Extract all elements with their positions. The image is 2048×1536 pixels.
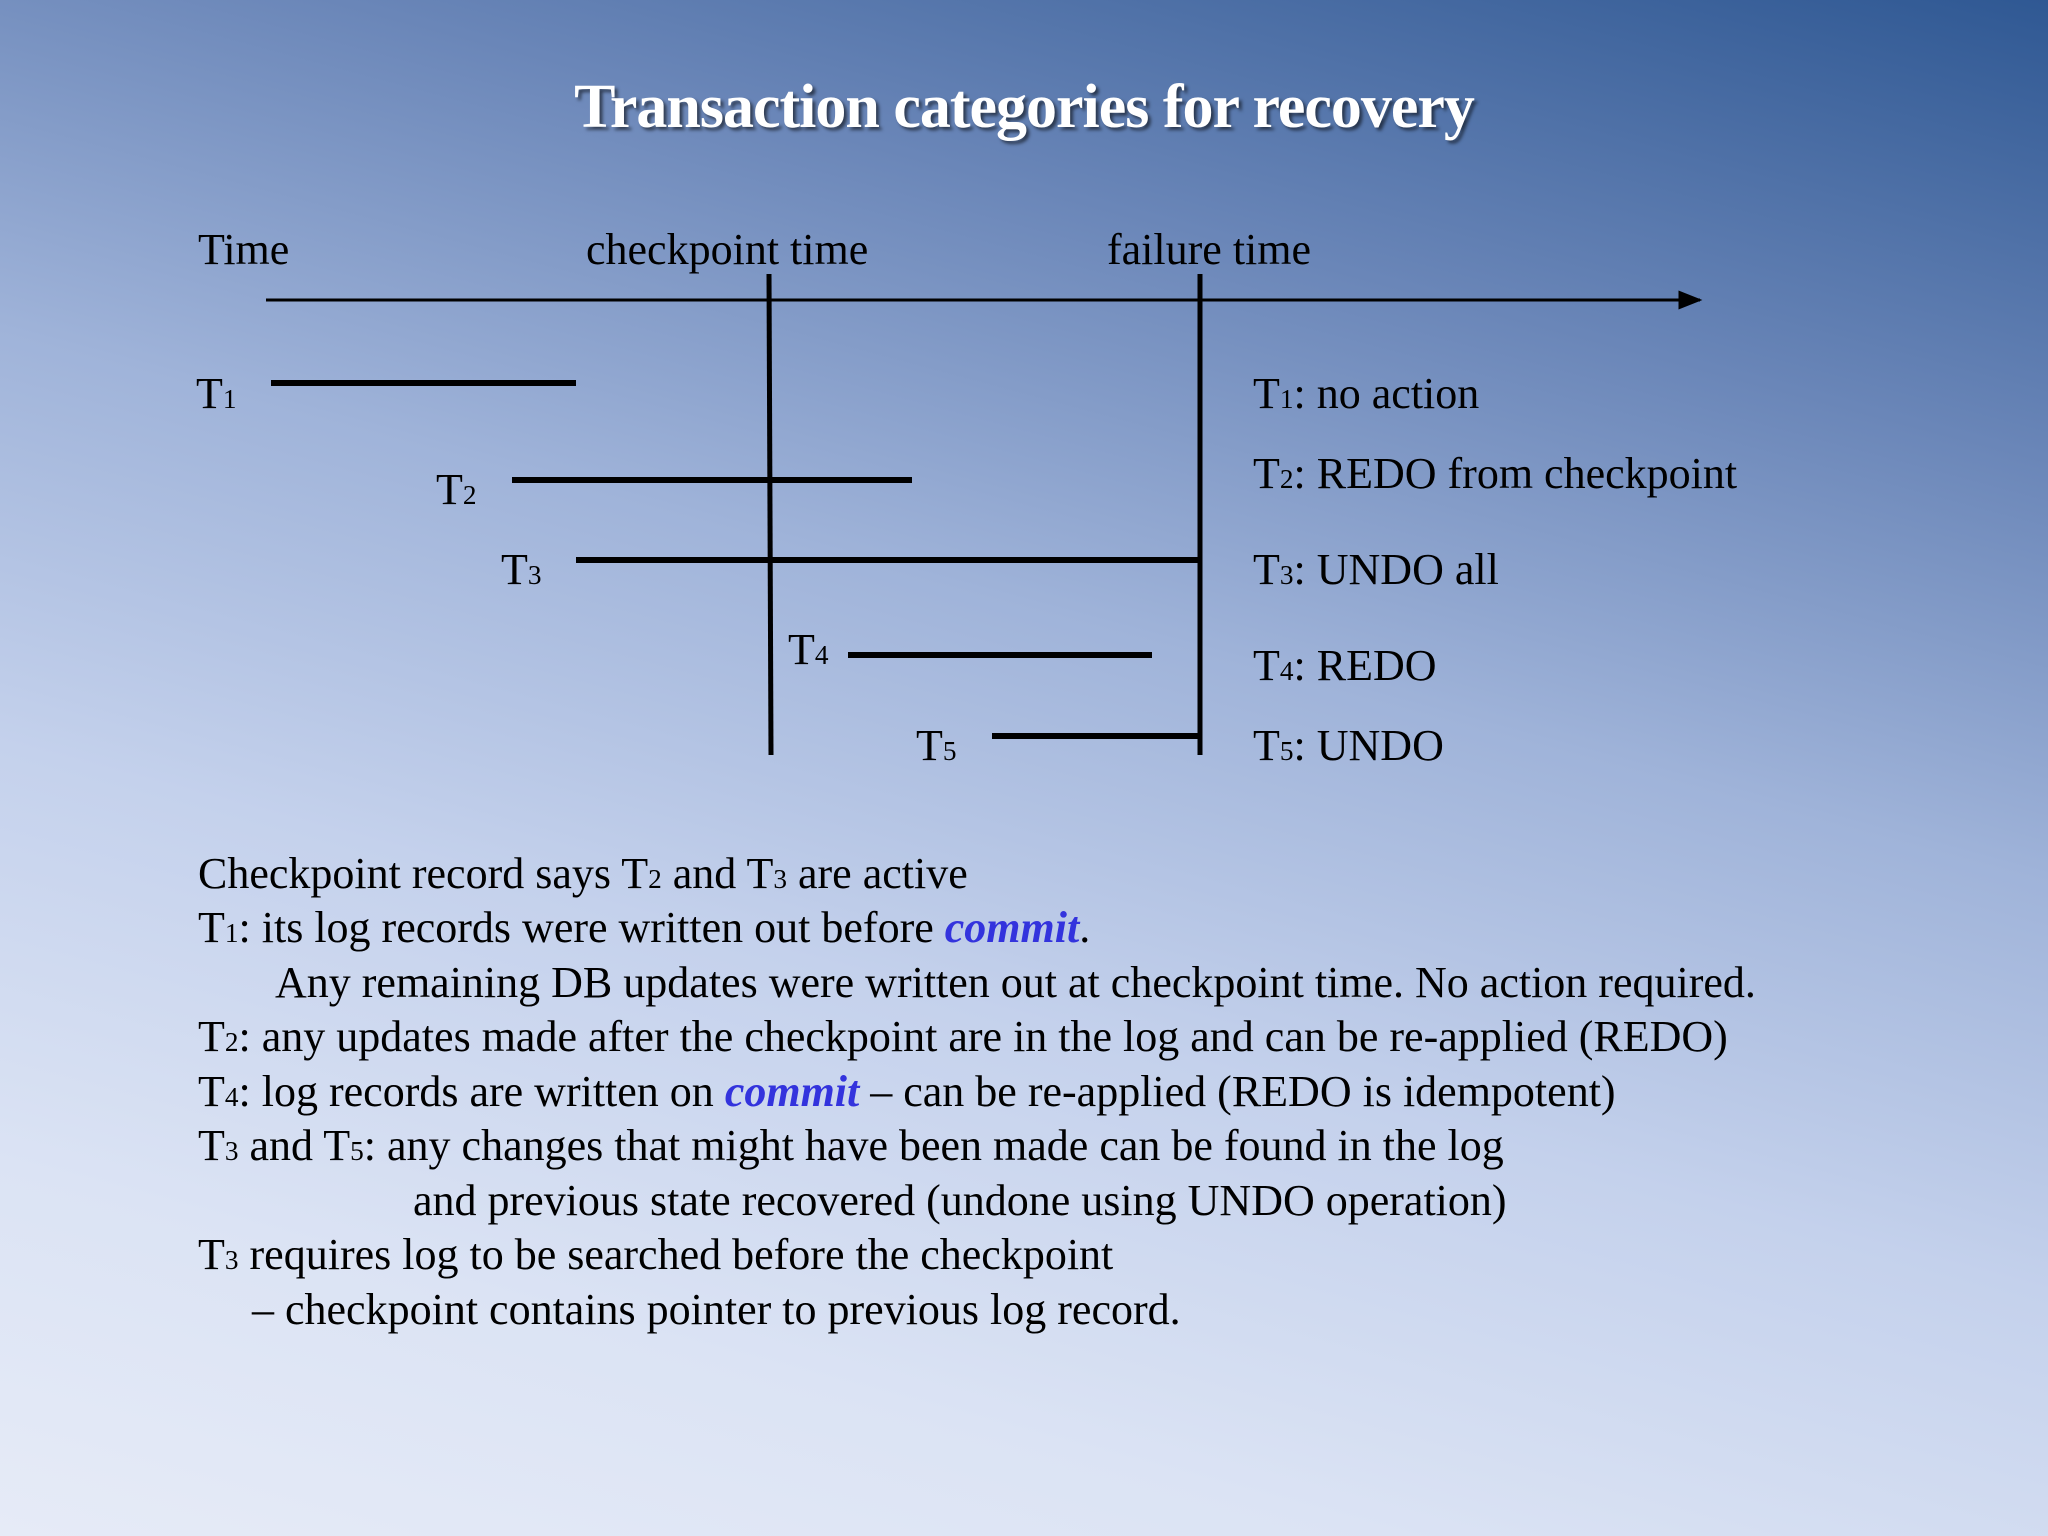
note-line-6: T3 and T5: any changes that might have been made can be found in the log (198, 1121, 1504, 1170)
commit-keyword: commit (944, 903, 1080, 952)
note-line-2: T1: its log records were written out before commit. (198, 903, 1091, 952)
slide-title: Transaction categories for recovery (574, 73, 1474, 141)
note-line-8: T3 requires log to be searched before the checkpoint (198, 1230, 1114, 1279)
note-line-4: T2: any updates made after the checkpoint are in the log and can be re-applied (REDO) (198, 1012, 1728, 1061)
time-axis-label: Time (198, 225, 290, 274)
commit-keyword: commit (724, 1067, 860, 1116)
note-line-5: T4: log records are written on commit – can be re-applied (REDO is idempotent) (198, 1067, 1616, 1116)
t4-action: T4: REDO (1253, 641, 1437, 690)
note-line-7: and previous state recovered (undone using UNDO operation) (413, 1176, 1507, 1225)
t2-action: T2: REDO from checkpoint (1253, 449, 1738, 498)
checkpoint-line (769, 274, 771, 755)
t1-label: T1 (196, 369, 237, 418)
failure-time-label: failure time (1107, 225, 1312, 274)
checkpoint-time-label: checkpoint time (586, 225, 869, 274)
t3-action: T3: UNDO all (1253, 545, 1499, 594)
t4-label: T4 (788, 625, 829, 674)
t2-label: T2 (436, 465, 477, 514)
t5-action: T5: UNDO (1253, 721, 1444, 770)
t1-action: T1: no action (1253, 369, 1480, 418)
note-line-9: – checkpoint contains pointer to previous log record. (252, 1285, 1181, 1334)
note-line-3: Any remaining DB updates were written out at checkpoint time. No action required. (275, 958, 1756, 1007)
t3-label: T3 (501, 545, 542, 594)
note-line-1: Checkpoint record says T2 and T3 are active (198, 849, 968, 898)
t5-label: T5 (916, 721, 957, 770)
